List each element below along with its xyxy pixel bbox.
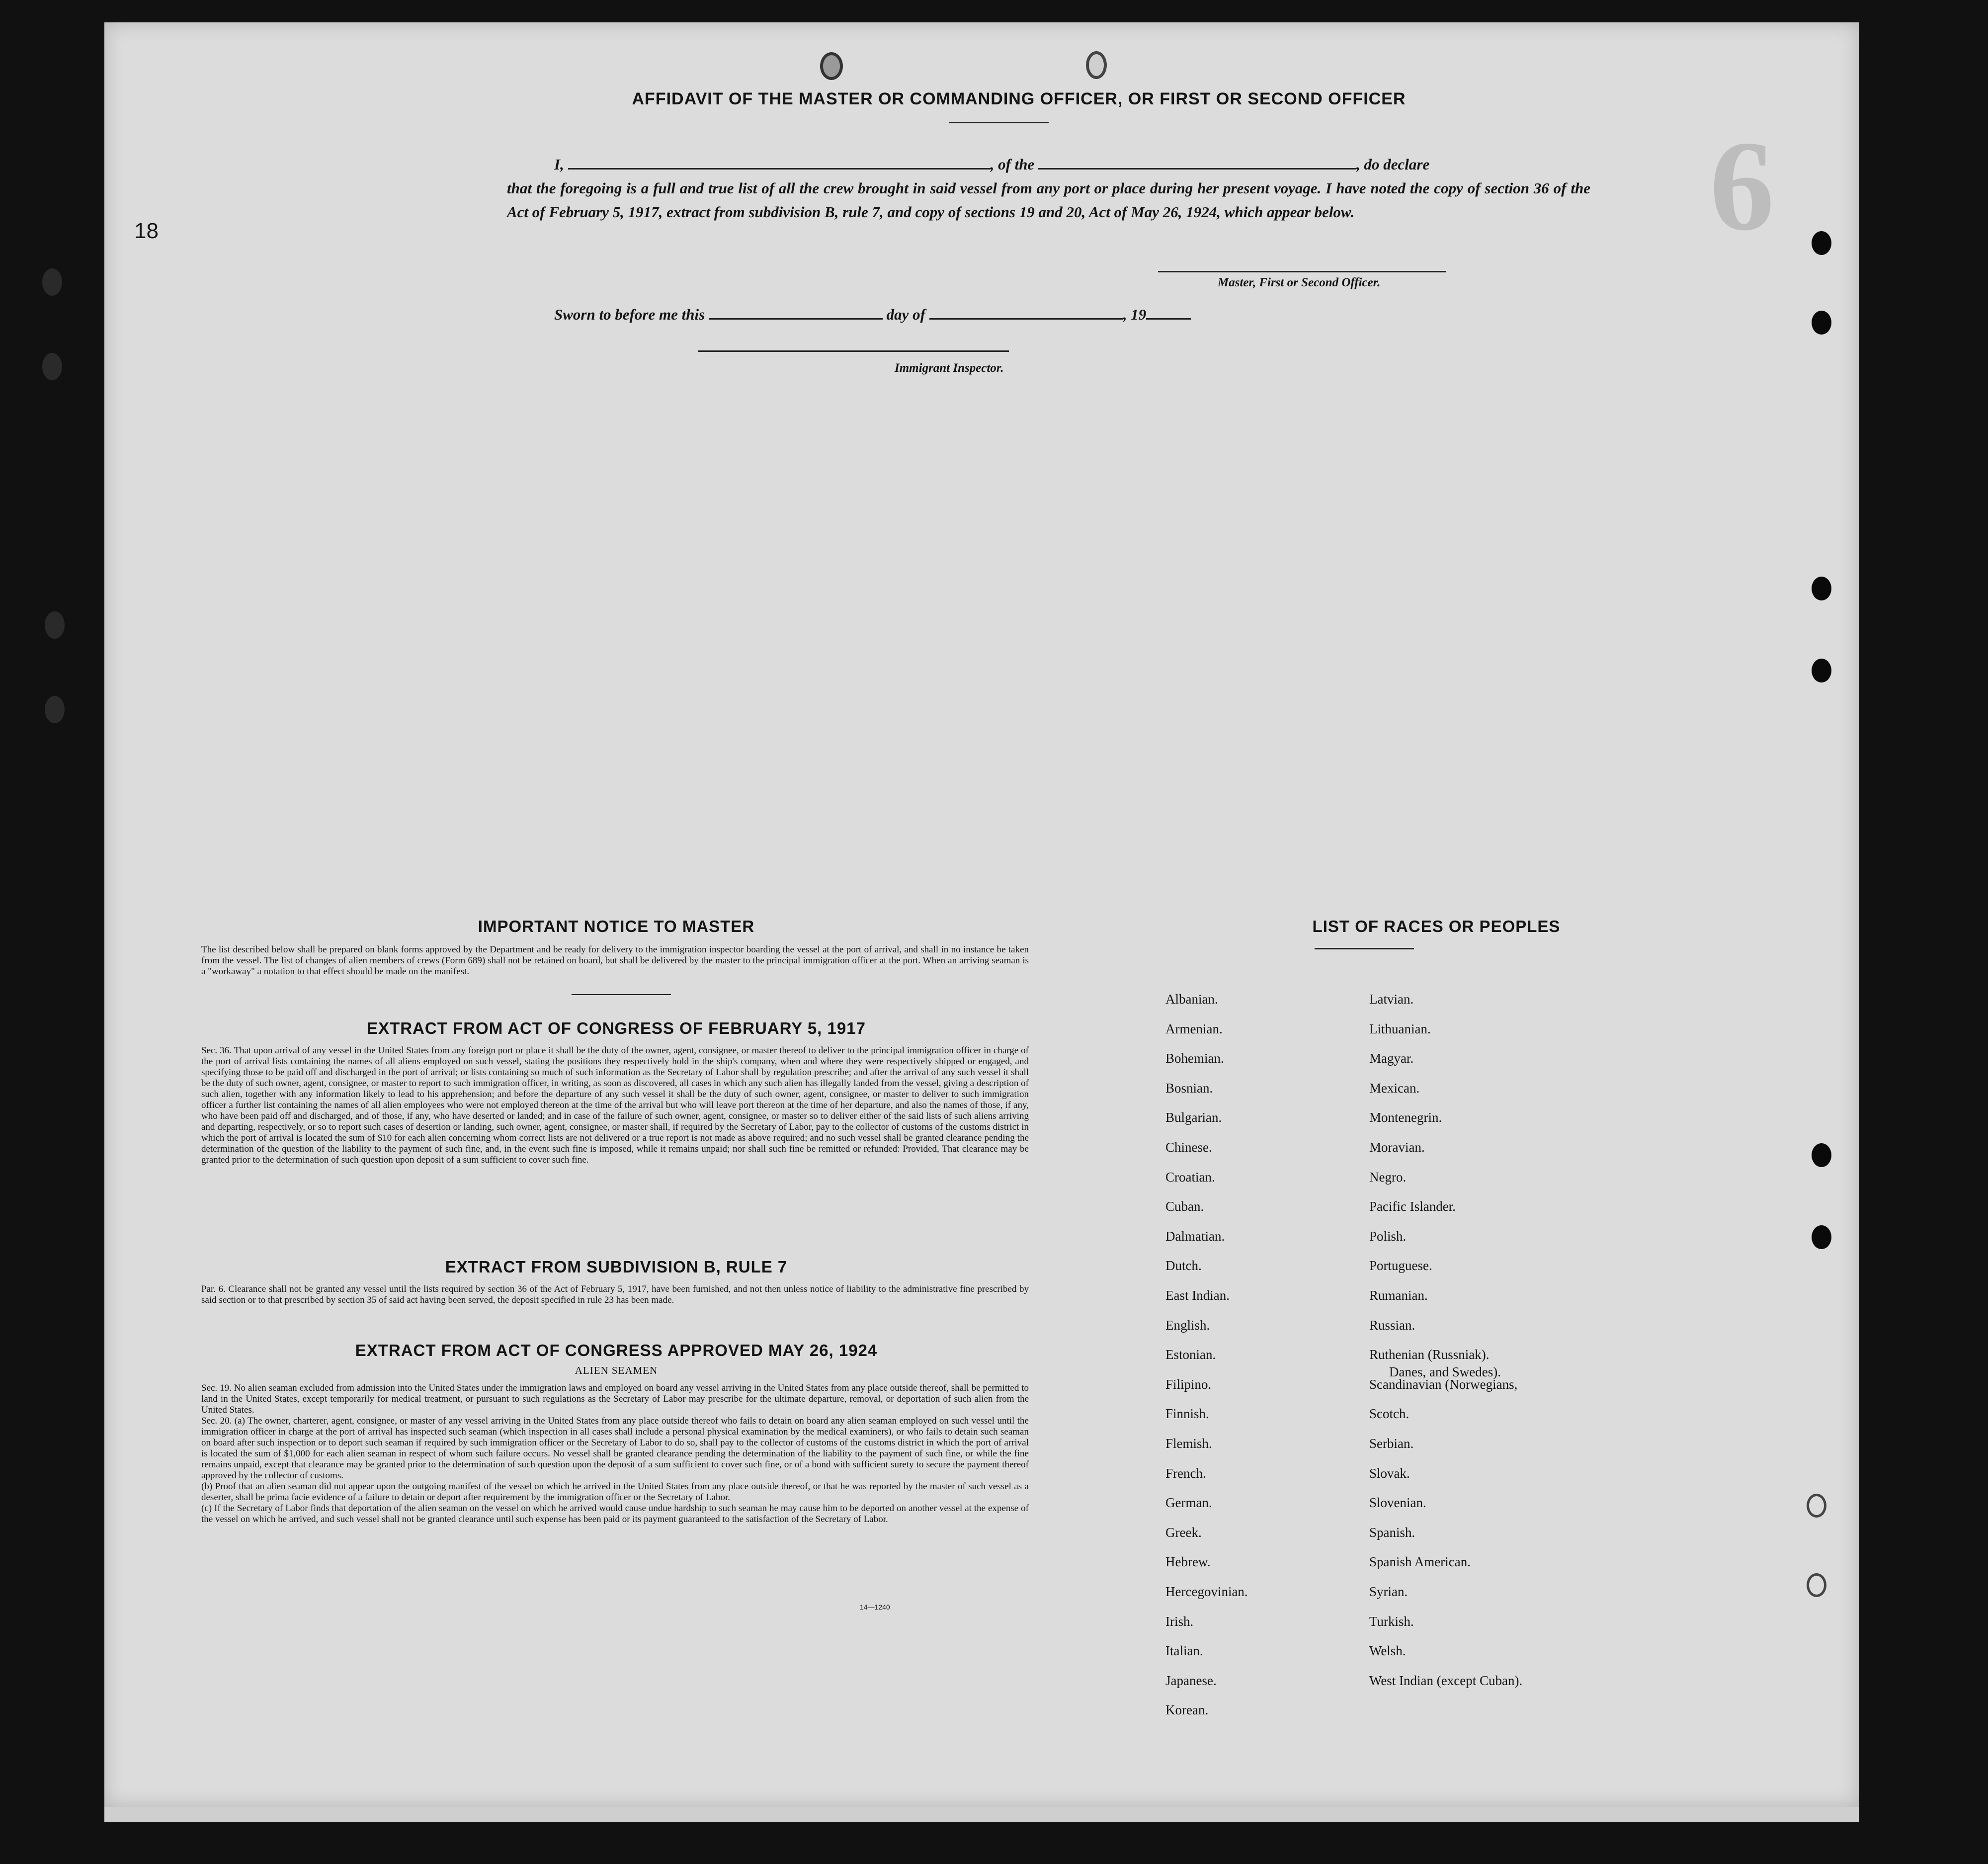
punch-hole	[42, 353, 62, 380]
race-list-item: Dalmatian.	[1165, 1228, 1225, 1244]
race-list-item: Scotch.	[1369, 1406, 1409, 1422]
binder-hole	[1812, 231, 1831, 255]
race-list-item: Greek.	[1165, 1525, 1202, 1540]
sworn-line	[554, 306, 1399, 324]
race-list-item: Spanish American.	[1369, 1554, 1471, 1570]
race-list-item: Scandinavian (Norwegians,	[1369, 1376, 1518, 1392]
race-list-item: Latvian.	[1369, 992, 1414, 1007]
vessel-blank-field[interactable]	[1038, 168, 1356, 169]
race-list-item: Albanian.	[1165, 992, 1218, 1007]
race-list-item: Montenegrin.	[1369, 1110, 1442, 1125]
race-list-item: Serbian.	[1369, 1436, 1414, 1451]
affidavit-of-the-label: , of the	[990, 156, 1035, 173]
sworn-day-field[interactable]	[709, 318, 883, 320]
signature-line[interactable]	[1158, 271, 1446, 272]
subdivision-b-title: EXTRACT FROM SUBDIVISION B, RULE 7	[445, 1258, 788, 1276]
race-list-item: Armenian.	[1165, 1021, 1223, 1036]
alien-seamen-subtitle: ALIEN SEAMEN	[575, 1364, 658, 1376]
form-number: 14—1240	[860, 1603, 890, 1611]
binder-hole	[1812, 1143, 1831, 1167]
race-list-item: Syrian.	[1369, 1584, 1408, 1599]
inspector-signature-line[interactable]	[698, 350, 1009, 352]
race-list-item: Slovak.	[1369, 1465, 1410, 1481]
notice-title: IMPORTANT NOTICE TO MASTER	[478, 917, 755, 935]
race-list-item: Bosnian.	[1165, 1080, 1213, 1096]
subdivision-b-text: Par. 6. Clearance shall not be granted any vessel until the lists required by section 36 of the Act of February 5, 1917, have been furnished, and not then unless notice of liability to the administrative fine prescribed by said section or to that prescribed by section 35 of said act having been served, the deposit specified in rule 23 has been made.	[201, 1284, 1029, 1305]
binder-hole	[1812, 311, 1831, 335]
race-list-item: Danes, and Swedes).	[1389, 1364, 1501, 1379]
race-list-item: Flemish.	[1165, 1436, 1212, 1451]
sec-20b-text: (b) Proof that an alien seaman did not appear upon the outgoing manifest of the vessel on which he arrived in the United States from any place outside thereof, or that he was reported by the master of such vessel as a deserter, shall be prima facie evidence of a failure to detain or deport after requirement by the immigration officer or the Secretary of Labor.	[201, 1481, 1029, 1503]
sworn-label: Sworn to before me this	[554, 306, 705, 323]
punch-hole	[45, 696, 65, 723]
binder-hole	[1812, 1225, 1831, 1249]
year-prefix-label: , 19	[1123, 306, 1147, 323]
races-title: LIST OF RACES OR PEOPLES	[1312, 917, 1561, 935]
race-list-item: Spanish.	[1369, 1525, 1415, 1540]
race-list-item: French.	[1165, 1465, 1206, 1481]
binder-hole	[1812, 659, 1831, 682]
notice-rule	[572, 994, 671, 995]
affidavit-title: AFFIDAVIT OF THE MASTER OR COMMANDING OFFICER, OR FIRST OR SECOND OFFICER	[632, 89, 1406, 108]
race-list-item: Russian.	[1369, 1317, 1415, 1333]
binder-hole	[1807, 1494, 1826, 1518]
sworn-month-field[interactable]	[929, 318, 1123, 320]
punch-hole	[45, 611, 65, 639]
race-list-item: Cuban.	[1165, 1199, 1204, 1214]
affidavit-first-line	[554, 153, 1588, 176]
extract-1917-title: EXTRACT FROM ACT OF CONGRESS OF FEBRUARY 5, 1917	[367, 1019, 866, 1037]
binder-hole	[1807, 1573, 1826, 1597]
affidavit-i-label: I,	[554, 156, 564, 173]
document-page	[104, 22, 1859, 1807]
race-list-item: Portuguese.	[1369, 1258, 1432, 1273]
race-list-item: West Indian (except Cuban).	[1369, 1673, 1523, 1688]
name-blank-field[interactable]	[568, 168, 991, 169]
race-list-item: Italian.	[1165, 1643, 1203, 1659]
extract-1924-sections	[201, 1383, 1029, 1525]
signature-label: Master, First or Second Officer.	[1218, 276, 1381, 289]
race-list-item: Filipino.	[1165, 1376, 1212, 1392]
race-list-item: Hercegovinian.	[1165, 1584, 1248, 1599]
race-list-item: Magyar.	[1369, 1051, 1414, 1066]
affidavit-body: that the foregoing is a full and true list of all the crew brought in said vessel from any port or place during her present voyage. I have noted the copy of section 36 of the Act of February 5, 1917, extract from subdivision B, rule 7, and copy of sections 19 and 20, Act of May 26, 1924, which appear below.	[507, 179, 1590, 221]
race-list-item: Chinese.	[1165, 1140, 1212, 1155]
notice-text: The list described below shall be prepared on blank forms approved by the Department and be ready for delivery to the immigration inspector boarding the vessel at the port of arrival, and shall in no instance be taken from the vessel. The list of changes of alien members of crews (Form 689) shall not be retained on board, but shall be delivered by the master to the principal immigration officer at the port. When an arriving seaman is a "workaway" a notation to that effect should be made on the manifest.	[201, 944, 1029, 977]
race-list-item: Croatian.	[1165, 1169, 1215, 1185]
punch-hole	[42, 268, 62, 296]
sworn-year-field[interactable]	[1146, 318, 1191, 320]
race-list-item: Japanese.	[1165, 1673, 1217, 1688]
affidavit-declare-label: , do declare	[1356, 156, 1430, 173]
race-list-item: Pacific Islander.	[1369, 1199, 1456, 1214]
race-list-item: Bulgarian.	[1165, 1110, 1222, 1125]
race-list-item: Lithuanian.	[1369, 1021, 1431, 1036]
race-list-item: Estonian.	[1165, 1347, 1216, 1362]
inspector-label: Immigrant Inspector.	[895, 361, 1004, 375]
race-list-item: East Indian.	[1165, 1288, 1230, 1303]
race-list-item: Ruthenian (Russniak).	[1369, 1347, 1490, 1362]
extract-1924-title: EXTRACT FROM ACT OF CONGRESS APPROVED MAY 26, 1924	[355, 1341, 878, 1359]
staple-hole-2	[1086, 51, 1107, 79]
race-list-item: Slovenian.	[1369, 1495, 1426, 1511]
ghost-page-number: 6	[1710, 114, 1774, 257]
race-list-item: Welsh.	[1369, 1643, 1406, 1659]
race-list-item: German.	[1165, 1495, 1212, 1511]
race-list-item: Moravian.	[1369, 1140, 1425, 1155]
sec-19-text: Sec. 19. No alien seaman excluded from admission into the United States under the immigration laws and employed on board any vessel arriving in the United States from any place outside thereof, shall be permitted to land in the United States, except temporarily for medical treatment, or pursuant to such regulations as the Secretary of Labor may prescribe for the ultimate departure, removal, or deportation of such alien from the United States.	[201, 1383, 1029, 1415]
race-list-item: English.	[1165, 1317, 1210, 1333]
extract-1917-text: Sec. 36. That upon arrival of any vessel in the United States from any foreign port or place it shall be the duty of the owner, agent, consignee, or master thereof to deliver to the principal immigration officer in charge of the port of arrival lists containing the names of all aliens employed on such vessel, stating the positions they respectively hold in the ship's company, when and where they were respectively shipped or engaged, and specifying those to be paid off and discharged in the port of arrival; or lists containing so much of such information as the Secretary of Labor shall by regulation prescribe; and after the arrival of any such vessel it shall be the duty of such owner, agent, consignee, or master to report to such immigration officer, in writing, as soon as discovered, all cases in which any such alien has illegally landed from the vessel, giving a description of such alien, together with any information likely to lead to his apprehension; and before the departure of any such vessel it shall be the duty of such owner, agent, consignee, or master to deliver to such immigration officer a further list containing the names of all alien employees who were not employed thereon at the time of the arrival but who will leave port thereon at the time of her departure, and also the names of those, if any, who have been paid off and discharged, and of those, if any, who have deserted or landed; and in case of the failure of such owner, agent, consignee, or master so to deliver either of the said lists of such aliens arriving and departing, respectively, or so to report such cases of desertion or landing, such owner, agent, consignee, or master shall, if required by the Secretary of Labor, pay to the collector of customs of the customs district in which the port of arrival is located the sum of $10 for each alien concerning whom correct lists are not delivered or a true report is not made as above required; and no such vessel shall be granted clearance pending the determination of the question of the liability to the payment of such fine, and, in the event such fine is imposed, while it remains unpaid; nor shall such fine be remitted or refunded: Provided, That clearance may be granted prior to the determination of such question upon deposit of a sum sufficient to cover such fine.	[201, 1045, 1029, 1165]
sec-20a-text: Sec. 20. (a) The owner, charterer, agent, consignee, or master of any vessel arriving in the United States from any place outside thereof who fails to detain on board any alien seaman employed on such vessel until the immigration officer in charge at the port of arrival has inspected such seaman (which inspection in all cases shall include a personal physical examination by the medical examiners), or who fails to detain such seaman on board after such inspection or to deport such seaman if required by such immigration officer or the Secretary of Labor to do so, shall pay to the collector of customs of the customs district in which the port of arrival is located the sum of $1,000 for each alien seaman in respect of whom such failure occurs. No vessel shall be granted clearance pending the determination of the liability to the payment of such fine, or while the fine remains unpaid, except that clearance may be granted prior to the determination of such question upon the deposit of a sum sufficient to cover such fine, or of a bond with sufficient surety to secure the payment thereof approved by the collector of customs.	[201, 1416, 1029, 1481]
margin-mark: 18	[134, 219, 159, 243]
staple-hole-1	[820, 52, 843, 80]
race-list-item: Korean.	[1165, 1702, 1209, 1718]
race-list-item: Irish.	[1165, 1613, 1194, 1629]
races-title-rule	[1315, 948, 1414, 949]
race-list-item: Negro.	[1369, 1169, 1407, 1185]
binder-hole	[1812, 577, 1831, 600]
sec-20c-text: (c) If the Secretary of Labor finds that deportation of the alien seaman on the vessel on which he arrived would cause undue hardship to such seaman he may cause him to be deported on another vessel at the expense of the vessel on which he arrived, and such vessel shall not be granted clearance until such expense has been paid or its payment guaranteed to the satisfaction of the Secretary of Labor.	[201, 1503, 1029, 1525]
race-list-item: Rumanian.	[1369, 1288, 1428, 1303]
race-list-item: Turkish.	[1369, 1613, 1414, 1629]
race-list-item: Dutch.	[1165, 1258, 1202, 1273]
affidavit-title-rule	[949, 122, 1049, 123]
race-list-item: Mexican.	[1369, 1080, 1420, 1096]
race-list-item: Hebrew.	[1165, 1554, 1211, 1570]
race-list-item: Finnish.	[1165, 1406, 1209, 1422]
day-of-label: day of	[886, 306, 925, 323]
race-list-item: Polish.	[1369, 1228, 1407, 1244]
race-list-item: Bohemian.	[1165, 1051, 1224, 1066]
